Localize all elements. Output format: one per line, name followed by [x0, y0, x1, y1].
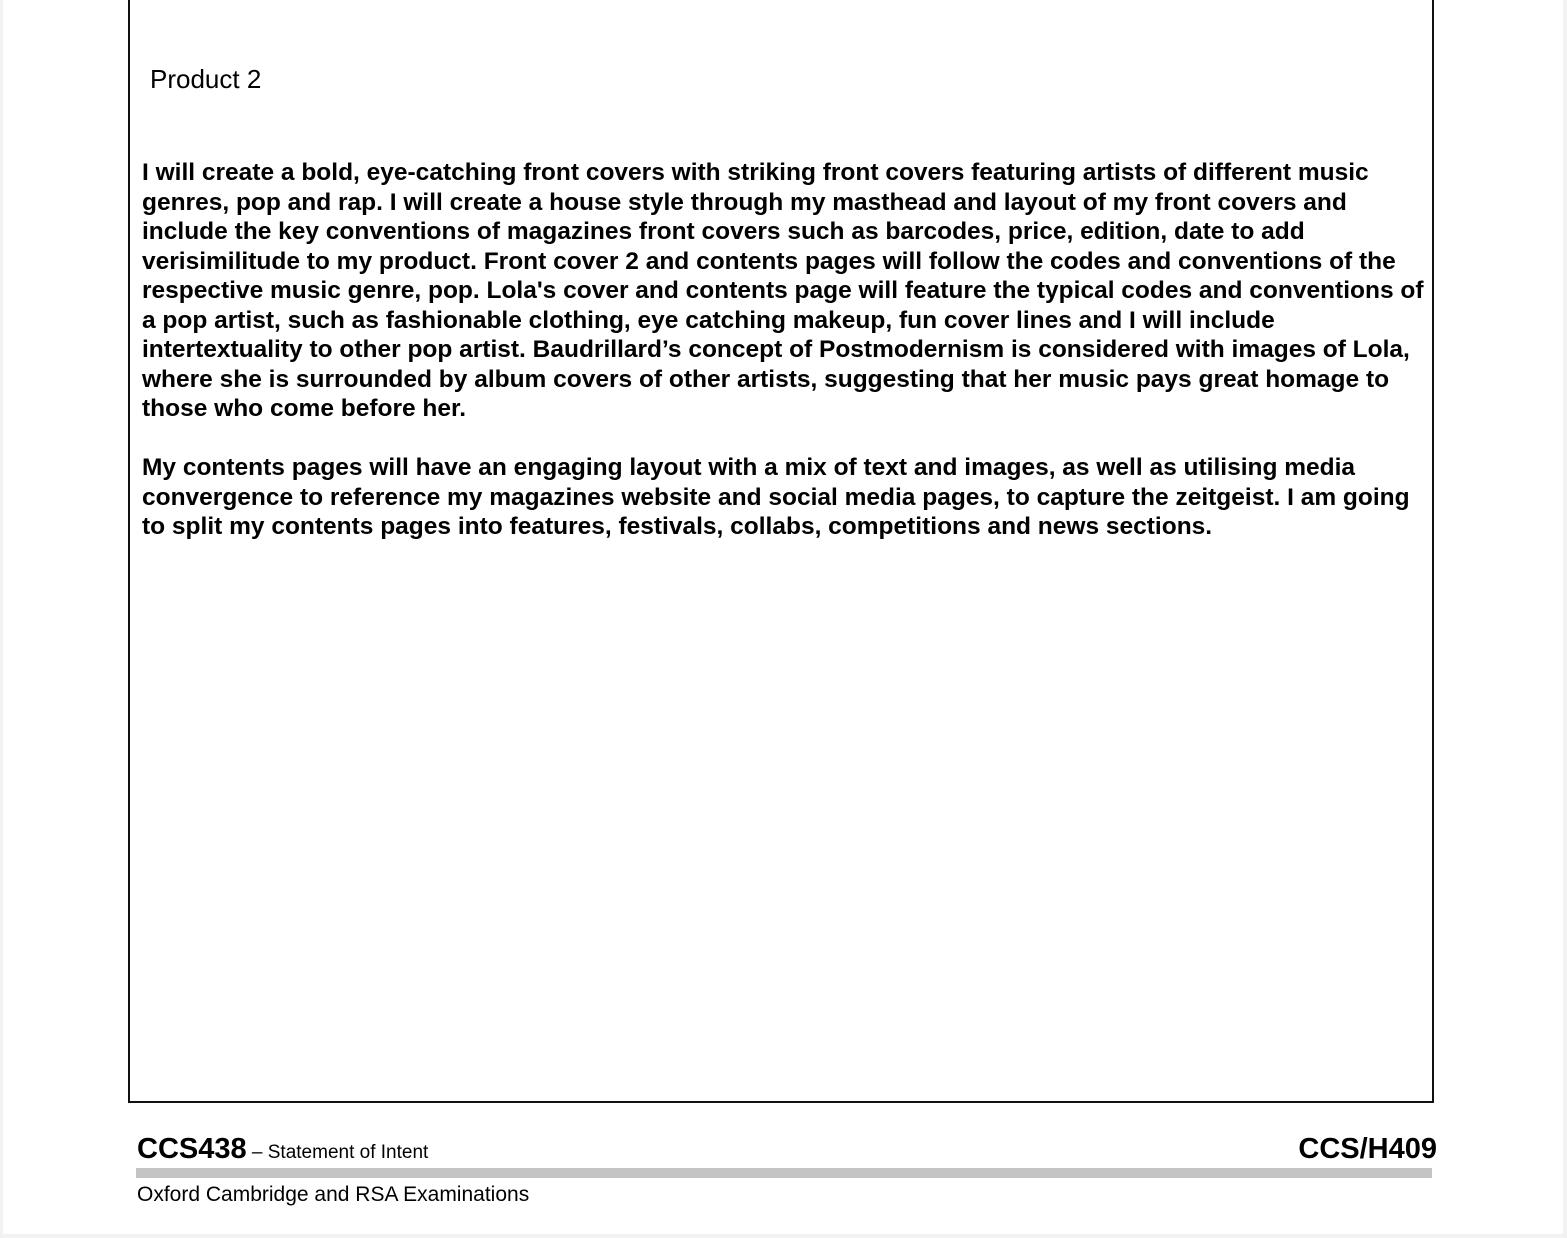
- statement-box: [128, 0, 1434, 1103]
- footer-divider: [136, 1168, 1432, 1178]
- paragraph-covers: I will create a bold, eye-catching front covers with striking front covers featuring artists of different music genres, pop and rap. I will create a house style through my masthead and layout of my front covers and include the key conventions of magazines front covers such as barcodes, price, edition, date to add verisimilitude to my product. Front cover 2 and contents pages will follow the codes and conventions of the respective music genre, pop. Lola's cover and contents page will feature the typical codes and conventions of a pop artist, such as fashionable clothing, eye catching makeup, fun cover lines and I will include intertextuality to other pop artist. Baudrillard’s concept of Postmodernism is considered with images of Lola, where she is surrounded by album covers of other artists, suggesting that her music pays great homage to those who come before her.: [142, 159, 1424, 422]
- product-heading: Product 2: [150, 64, 262, 94]
- unit-code: CCS438: [137, 1133, 247, 1165]
- footer-unit: [137, 1133, 428, 1166]
- document-page: [3, 0, 1563, 1234]
- unit-title: – Statement of Intent: [246, 1142, 429, 1163]
- organisation-name: Oxford Cambridge and RSA Examinations: [137, 1183, 530, 1206]
- statement-body: [142, 158, 1427, 571]
- paragraph-contents: My contents pages will have an engaging layout with a mix of text and images, as well as utilising media convergence to reference my magazines website and social media pages, to capture the zeitgeist. I am going to split my contents pages into features, festivals, collabs, competitions and news sections.: [142, 454, 1410, 540]
- spec-code: CCS/H409: [1298, 1133, 1437, 1165]
